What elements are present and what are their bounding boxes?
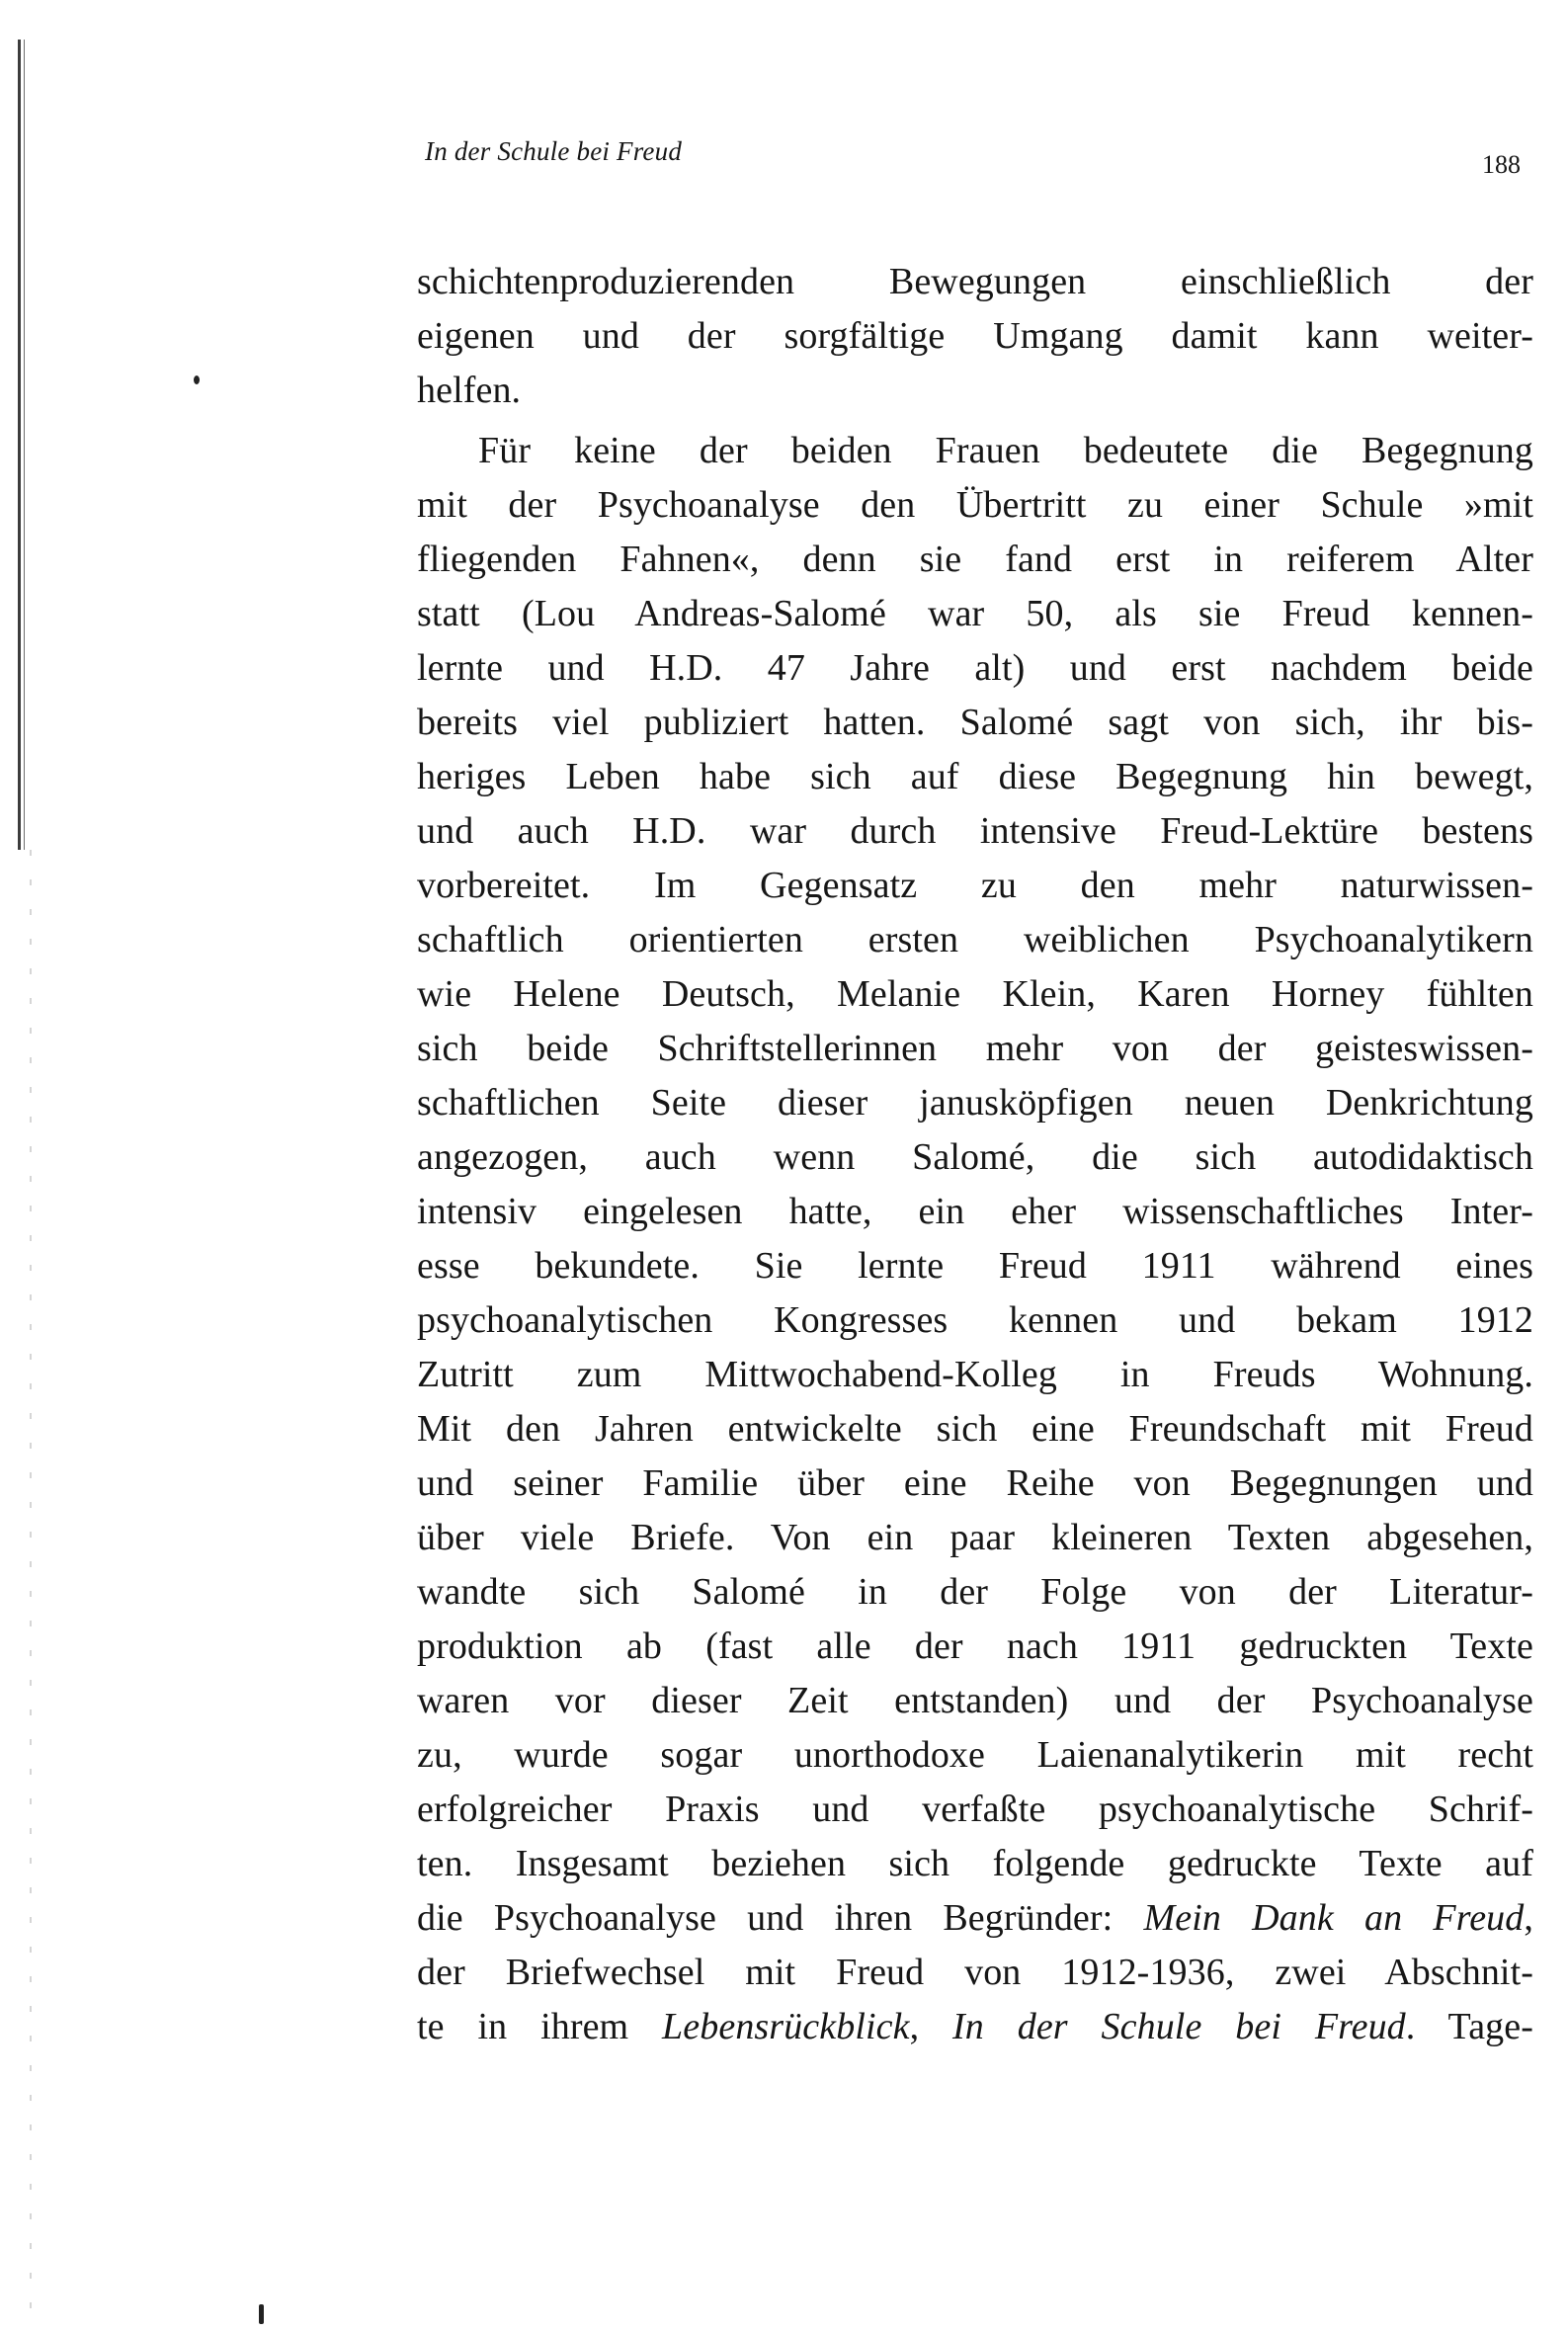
text-line (417, 1891, 1533, 1946)
text-line: mit der Psychoanalyse den Übertritt zu einer Schule »mit (417, 484, 1533, 526)
text-line: waren vor dieser Zeit entstanden) und der Psychoanalyse (417, 1680, 1533, 1721)
scan-edge-shadow (18, 40, 32, 850)
text-line: esse bekundete. Sie lernte Freud 1911 während eines (417, 1245, 1533, 1287)
text-run: die Psychoanalyse und ihren Begründer: (417, 1897, 1144, 1939)
text-line: lernte und H.D. 47 Jahre alt) und erst nachdem beide (417, 647, 1533, 689)
text-line (417, 2000, 1533, 2054)
text-line: eigenen und der sorgfältige Umgang damit kann weiter- (417, 315, 1533, 357)
text-run: te in ihrem (417, 2006, 663, 2047)
text-line: Zutritt zum Mittwochabend-Kolleg in Freuds Wohnung. (417, 1354, 1533, 1395)
work-title: Mein Dank an Freud (1143, 1897, 1525, 1939)
text-line: helfen. (417, 370, 522, 411)
scan-speck (259, 2304, 264, 2324)
text-line: angezogen, auch wenn Salomé, die sich autodidaktisch (417, 1136, 1533, 1178)
text-line: fliegenden Fahnen«, denn sie fand erst in reiferem Alter (417, 539, 1533, 580)
page-number: 188 (1482, 150, 1521, 179)
work-title: Lebensrückblick (662, 2006, 910, 2047)
text-line: zu, wurde sogar unorthodoxe Laienanalytikerin mit recht (417, 1734, 1533, 1776)
text-line: über viele Briefe. Von ein paar kleineren Texten abgesehen, (417, 1517, 1533, 1558)
text-line: der Briefwechsel mit Freud von 1912-1936, zwei Abschnit- (417, 1952, 1533, 1993)
text-run: , (1524, 1897, 1533, 1939)
scan-speck (194, 375, 200, 384)
text-line: sich beide Schriftstellerinnen mehr von der geisteswissen- (417, 1028, 1533, 1069)
text-run: . Tage- (1405, 2006, 1533, 2047)
text-line: bereits viel publiziert hatten. Salomé sagt von sich, ihr bis- (417, 702, 1533, 743)
text-line: ten. Insgesamt beziehen sich folgende gedruckte Texte auf (417, 1843, 1533, 1884)
scan-edge-dashes (30, 850, 32, 2332)
text-line: und seiner Familie über eine Reihe von Begegnungen und (417, 1462, 1533, 1504)
text-run: , (909, 2006, 953, 2047)
running-head: In der Schule bei Freud (425, 136, 683, 166)
text-line: intensiv eingelesen hatte, ein eher wissenschaftliches Inter- (417, 1191, 1533, 1232)
text-line: erfolgreicher Praxis und verfaßte psychoanalytische Schrif- (417, 1789, 1533, 1830)
text-line: heriges Leben habe sich auf diese Begegnung hin bewegt, (417, 756, 1533, 797)
text-line: Für keine der beiden Frauen bedeutete die Begegnung (478, 430, 1533, 471)
text-line: schichtenproduzierenden Bewegungen einschließlich der (417, 261, 1533, 302)
text-line: produktion ab (fast alle der nach 1911 gedruckten Texte (417, 1625, 1533, 1667)
text-line: schaftlichen Seite dieser janusköpfigen neuen Denkrichtung (417, 1082, 1533, 1124)
text-line: vorbereitet. Im Gegensatz zu den mehr naturwissen- (417, 865, 1533, 906)
text-line: statt (Lou Andreas-Salomé war 50, als sie Freud kennen- (417, 593, 1533, 634)
body-text (417, 255, 1533, 2054)
text-line: schaftlich orientierten ersten weiblichen Psychoanalytikern (417, 919, 1533, 960)
text-line: Mit den Jahren entwickelte sich eine Freundschaft mit Freud (417, 1408, 1533, 1450)
text-line: und auch H.D. war durch intensive Freud-Lektüre bestens (417, 810, 1533, 852)
text-line: wie Helene Deutsch, Melanie Klein, Karen Horney fühlten (417, 973, 1533, 1015)
text-line: psychoanalytischen Kongresses kennen und bekam 1912 (417, 1299, 1533, 1341)
text-line: wandte sich Salomé in der Folge von der Literatur- (417, 1571, 1533, 1613)
work-title: In der Schule bei Freud (952, 2006, 1406, 2047)
